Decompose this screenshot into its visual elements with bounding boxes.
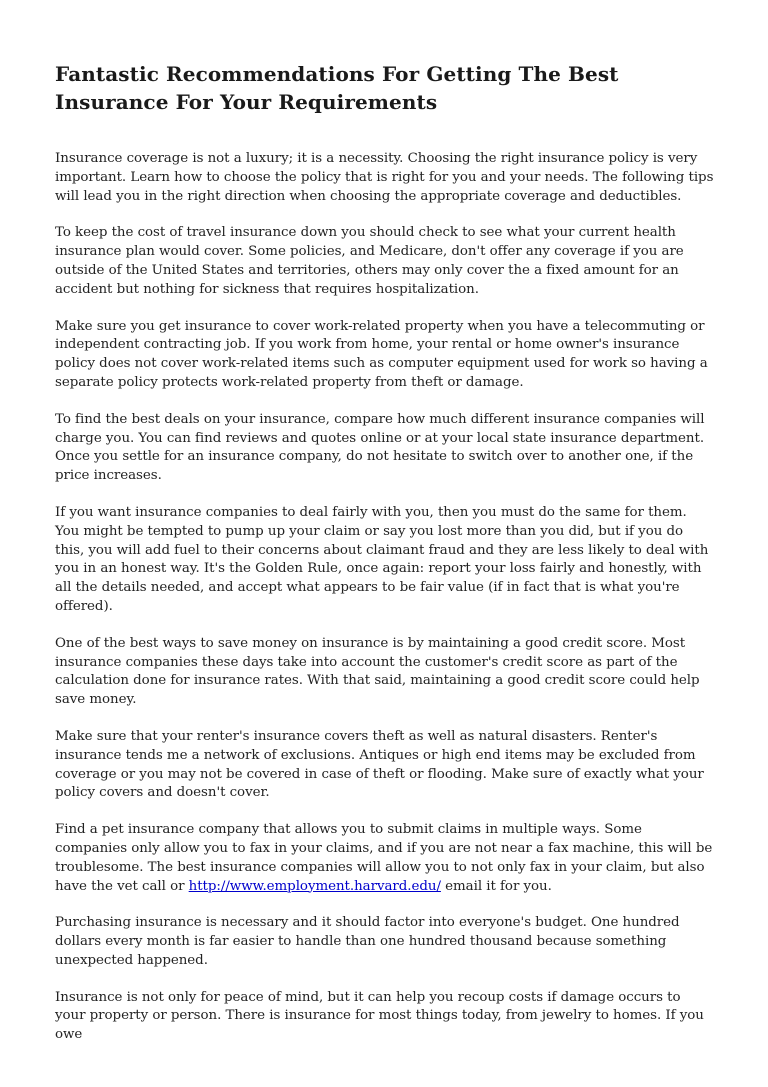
paragraph-peace-of-mind: Insurance is not only for peace of mind, but it can help you recoup costs if damage occurs to your property or person. There is insurance for most things today, from jewelry to homes. If you owe [55, 989, 704, 1043]
document-page [55, 60, 715, 1063]
document-title: Fantastic Recommendations For Getting The Best Insurance For Your Requirements [55, 62, 619, 114]
paragraph-travel-insurance: To keep the cost of travel insurance down you should check to see what your current health insurance plan would cover. Some policies, and Medicare, don't offer any coverage if you are outside of the United States and territories, others may only cover the a fixed amount for an accident but nothing for sickness that requires hospitalization. [55, 225, 684, 297]
paragraph-intro: Insurance coverage is not a luxury; it is a necessity. Choosing the right insurance policy is very important. Learn how to choose the policy that is right for you and your needs. The following tips will lead you in the right direction when choosing the appropriate coverage and deductibles. [55, 151, 714, 204]
paragraph-deal-fairly: If you want insurance companies to deal fairly with you, then you must do the same for them. You might be tempted to pump up your claim or say you lost more than you did, but if you do this, you will add fuel to their concerns about claimant fraud and they are less likely to deal with you in an honest way. It's the Golden Rule, once again: report your loss fairly and honestly, with all the details needed, and accept what appears to be fair value (if in fact that is what you're offered). [55, 504, 709, 614]
paragraph-pet-insurance [55, 821, 715, 896]
paragraph-compare-deals: To find the best deals on your insurance, compare how much different insurance companies will charge you. You can find reviews and quotes online or at your local state insurance department. Once you settle for an insurance company, do not hesitate to switch over to another one, if the price increases. [55, 411, 705, 484]
paragraph-credit-score: One of the best ways to save money on insurance is by maintaining a good credit score. Most insurance companies these days take into account the customer's credit score as part of the calculation done for insurance rates. With that said, maintaining a good credit score could help save money. [55, 635, 700, 708]
pet-paragraph-tail: email it for you. [440, 878, 552, 894]
paragraph-work-property: Make sure you get insurance to cover work-related property when you have a telecommuting or independent contracting job. If you work from home, your rental or home owner's insurance policy does not cover work-related items such as computer equipment used for work so having a separate policy protects work-related property from theft or damage. [55, 318, 708, 390]
paragraph-budget: Purchasing insurance is necessary and it should factor into everyone's budget. One hundred dollars every month is far easier to handle than one hundred thousand because something unexpected happened. [55, 915, 680, 968]
pet-paragraph-text: Find a pet insurance company that allows you to submit claims in multiple ways. Some companies only allow you to fax in your claims, and if you are not near a fax machine, this will be troublesome. The best insurance companies will allow you to not only fax in your claim, but also have the vet call or [55, 822, 713, 894]
paragraph-renters-insurance: Make sure that your renter's insurance covers theft as well as natural disasters. Renter's insurance tends me a network of exclusions. Antiques or high end items may be excluded from coverage or you may not be covered in case of theft or flooding. Make sure of exactly what your policy covers and doesn't cover. [55, 728, 704, 801]
employment-harvard-link[interactable]: http://www.employment.harvard.edu/ [188, 878, 441, 894]
